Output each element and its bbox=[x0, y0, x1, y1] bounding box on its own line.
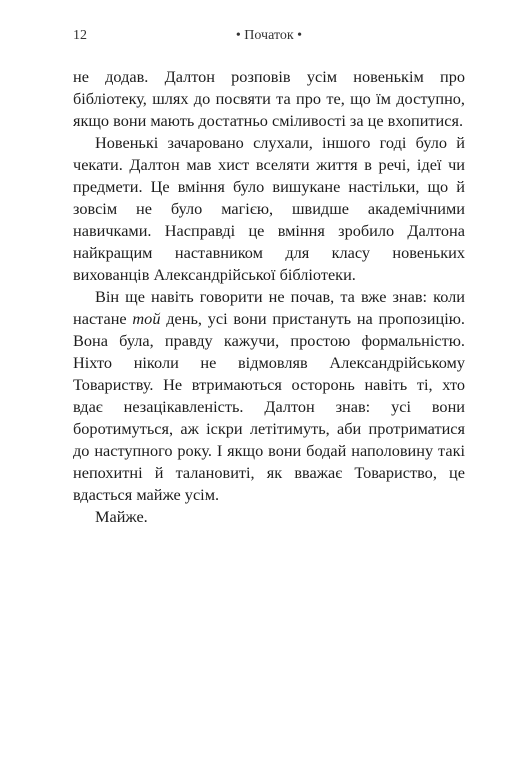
paragraph-3 bbox=[73, 286, 465, 506]
paragraph-4: Майже. bbox=[95, 507, 148, 526]
paragraph-1: не додав. Далтон розповів усім новенькім про бібліотеку, шлях до посвяти та про те, що їм доступно, якщо вони мають достатньо сміливості за це вхопитися. bbox=[73, 67, 465, 130]
running-header bbox=[73, 28, 465, 46]
paragraph-3-start: Він ще навіть говорити не почав, та вже знав: коли настане bbox=[73, 287, 465, 328]
page-number: 12 bbox=[73, 28, 87, 43]
section-title: • Початок • bbox=[235, 28, 303, 43]
paragraph-3-end: день, усі вони пристануть на пропозицію. Вона була, правду кажучи, простою формальністю. Ніхто ніколи не відмовляв Александрійському Товариству. Не втримаються осторонь навіть ті, хто вдає незацікавленість. Далтон знав: усі вони боротимуться, аж іскри летітимуть, аби протриматися до наступного року. І якщо вони бодай наполовину такі непохитні й талановиті, як вважає Товариство, це вдасться майже усім. bbox=[73, 309, 465, 504]
emphasis-word: той bbox=[132, 309, 161, 328]
paragraph-2: Новенькі зачаровано слухали, іншого годі було й чекати. Далтон мав хист вселяти життя в речі, ідеї чи предмети. Це вміння було вишукане настільки, що й зовсім не було магією, швидше академічними навичками. Насправді це вміння зробило Далтона найкращим наставником для класу новеньких вихованців Александрійської бібліотеки. bbox=[73, 133, 465, 284]
body-text bbox=[73, 66, 465, 528]
